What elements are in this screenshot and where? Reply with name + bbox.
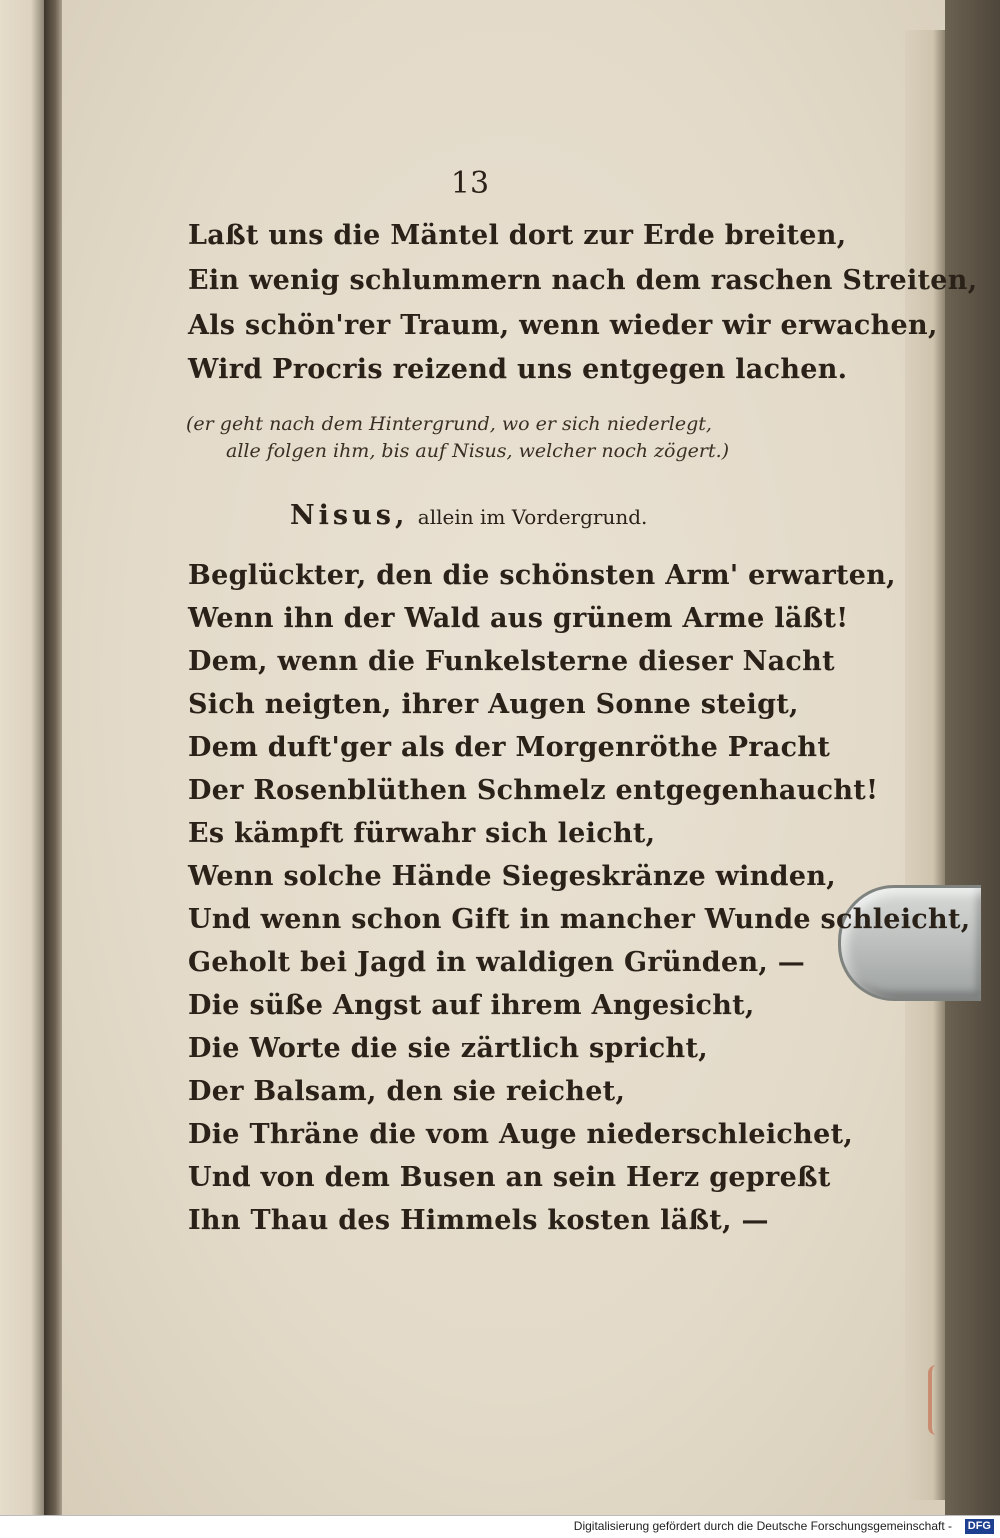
speaker-note: allein im Vordergrund.: [417, 505, 648, 529]
stage-direction-line: alle folgen ihm, bis auf Nisus, welcher noch zögert.): [226, 440, 730, 462]
verse-line: Geholt bei Jagd in waldigen Gründen, —: [188, 947, 806, 978]
verse-line: Beglückter, den die schönsten Arm' erwarten,: [188, 560, 896, 591]
verse-line: Wenn ihn der Wald aus grünem Arme läßt!: [188, 603, 849, 634]
verse-line: Und von dem Busen an sein Herz gepreßt: [188, 1162, 831, 1193]
verse-line: Als schön'rer Traum, wenn wieder wir erwachen,: [188, 310, 938, 341]
verse-line: Ihn Thau des Himmels kosten läßt, —: [188, 1205, 769, 1236]
verse-line: Wenn solche Hände Siegeskränze winden,: [188, 861, 836, 892]
stage-direction-line: (er geht nach dem Hintergrund, wo er sich niederlegt,: [186, 413, 712, 435]
verse-line: Ein wenig schlummern nach dem raschen Streiten,: [188, 265, 978, 296]
verse-line: Und wenn schon Gift in mancher Wunde schleicht,: [188, 904, 971, 935]
verse-line: Dem, wenn die Funkelsterne dieser Nacht: [188, 646, 835, 677]
verse-line: Es kämpft fürwahr sich leicht,: [188, 818, 656, 849]
speaker-name: Nisus,: [290, 500, 409, 531]
funding-credit: Digitalisierung gefördert durch die Deutsche Forschungsgemeinschaft -: [573, 1519, 952, 1533]
verse-line: Laßt uns die Mäntel dort zur Erde breiten,: [188, 220, 847, 251]
verse-line: Sich neigten, ihrer Augen Sonne steigt,: [188, 689, 799, 720]
verse-line: Die Worte die sie zärtlich spricht,: [188, 1033, 708, 1064]
verse-line: Die süße Angst auf ihrem Angesicht,: [188, 990, 755, 1021]
verse-line: Der Balsam, den sie reichet,: [188, 1076, 626, 1107]
speaker-heading: [290, 500, 647, 531]
page-number: 13: [450, 166, 490, 201]
verse-line: Die Thräne die vom Auge niederschleichet,: [188, 1119, 854, 1150]
dfg-logo: DFG: [965, 1519, 994, 1534]
verse-line: Dem duft'ger als der Morgenröthe Pracht: [188, 732, 831, 763]
verse-line: Der Rosenblüthen Schmelz entgegenhaucht!: [188, 775, 879, 806]
verse-line: Wird Procris reizend uns entgegen lachen.: [188, 354, 848, 385]
footer-bar: [0, 1515, 1000, 1538]
